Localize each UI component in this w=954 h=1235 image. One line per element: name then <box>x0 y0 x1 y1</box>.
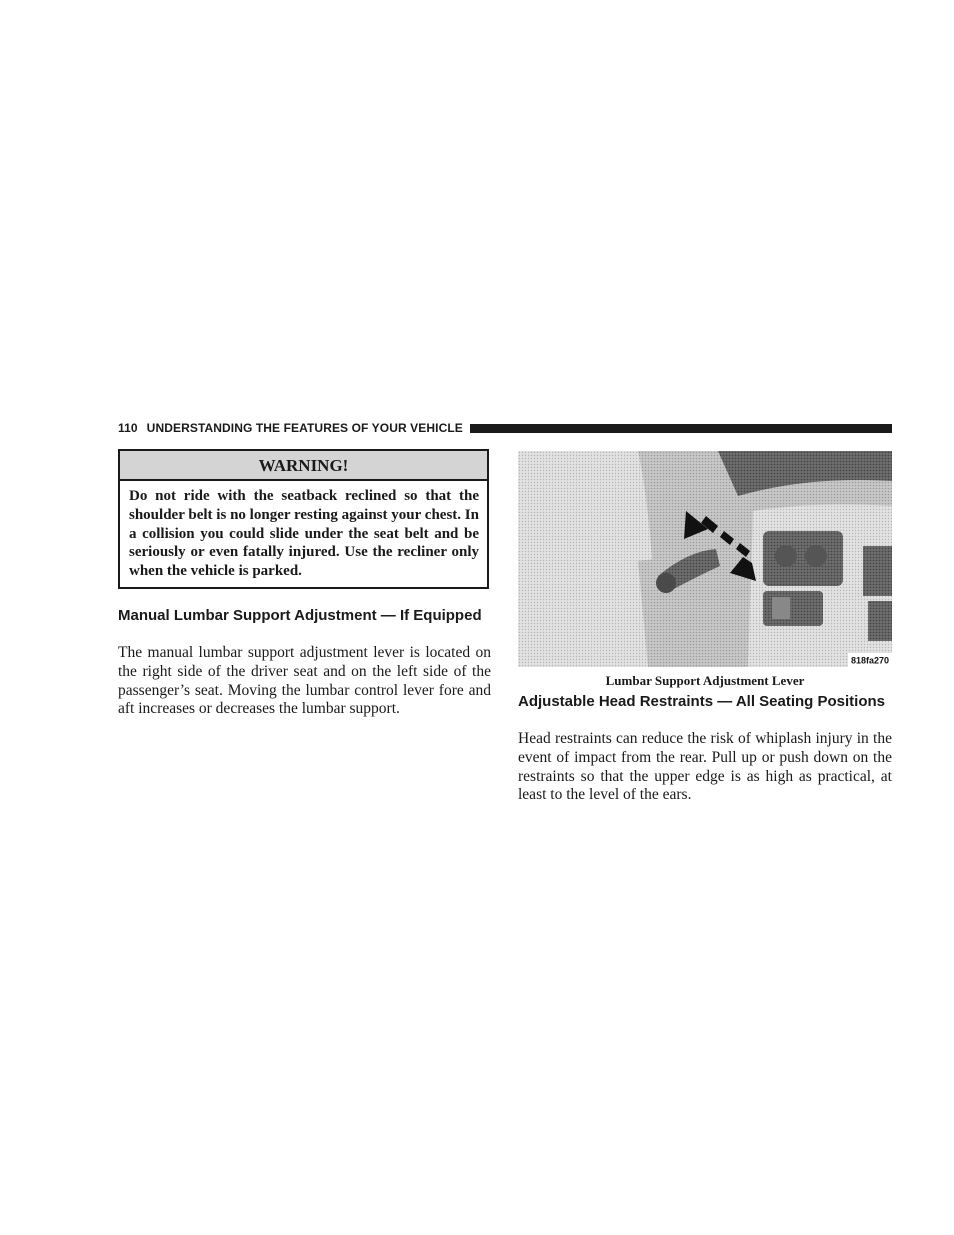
head-restraints-paragraph: Head restraints can reduce the risk of whiplash injury in the event of impact from the rear. Pull up or push down on the restraints so that the upper edge is as high as practical, at least to the level of the ears. <box>518 730 892 804</box>
chapter-title: UNDERSTANDING THE FEATURES OF YOUR VEHICLE <box>146 421 463 435</box>
warning-text: Do not ride with the seatback reclined so that the shoulder belt is no longer resting against your chest. In a collision you could slide under the seat belt and be seriously or even fatally injured. Use the recliner only when the vehicle is parked. <box>129 488 479 580</box>
lumbar-paragraph: The manual lumbar support adjustment lever is located on the right side of the driver seat and on the left side of the passenger’s seat. Moving the lumbar control lever fore and aft increases or decreases the lumbar support. <box>118 644 491 718</box>
lumbar-lever-photo <box>518 451 892 667</box>
figure-caption: Lumbar Support Adjustment Lever <box>605 673 805 688</box>
page-header <box>118 418 892 438</box>
page-number: 110 <box>118 421 138 435</box>
lumbar-lever-illustration <box>518 451 892 667</box>
head-restraints-heading: Adjustable Head Restraints — All Seating Positions <box>518 693 886 710</box>
warning-box <box>118 449 489 589</box>
warning-title: WARNING! <box>120 451 487 481</box>
lumbar-heading: Manual Lumbar Support Adjustment — If Equipped <box>118 607 482 624</box>
figure-code: 818fa270 <box>850 655 890 666</box>
header-rule <box>470 424 892 433</box>
